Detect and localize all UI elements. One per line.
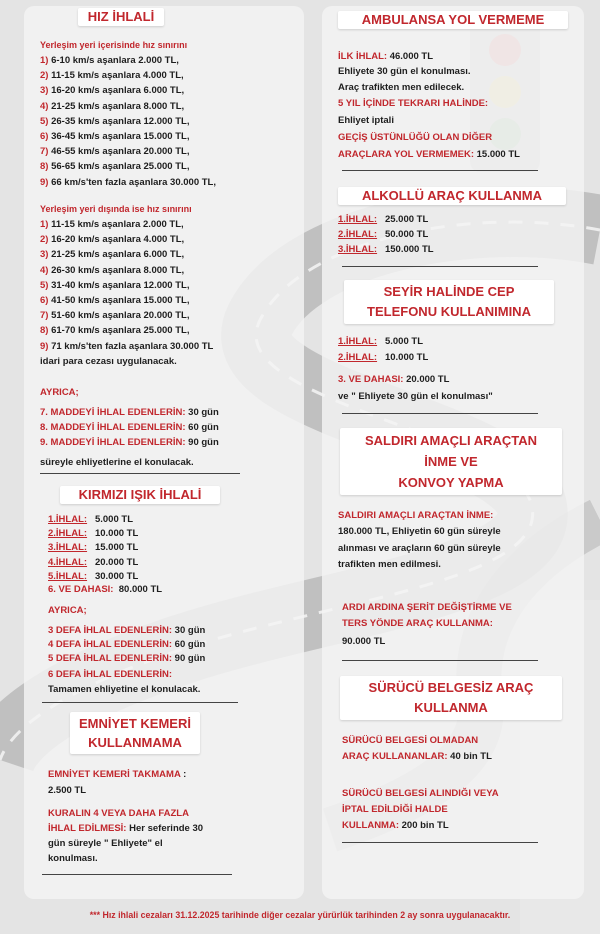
- red-light-item: 5.İHLAL: 30.000 TL: [48, 570, 139, 582]
- alcohol-list: [338, 212, 538, 258]
- out-city-list: [40, 217, 300, 354]
- lane-line-1: ARDI ARDINA ŞERİT DEĞİŞTİRME VE: [342, 602, 512, 613]
- speed-in-city-item: 6) 36-45 km/s aşanlara 15.000 TL,: [40, 131, 190, 143]
- phone-item: 2.İHLAL: 10.000 TL: [338, 352, 429, 363]
- license-title: SÜRÜCÜ BELGESİZ ARAÇ KULLANMA: [340, 676, 562, 720]
- red-light-defa-item: 5 DEFA İHLAL EDENLERİN: 90 gün: [48, 653, 206, 665]
- red-light-item: 1.İHLAL: 5.000 TL: [48, 514, 133, 525]
- assault-line-1: 180.000 TL, Ehliyetin 60 gün süreyle: [338, 526, 501, 537]
- red-light-ayrica: AYRICA;: [48, 605, 87, 616]
- speed-out-city-item: 2) 16-20 km/s aşanlara 4.000 TL,: [40, 234, 185, 246]
- speed-in-city-item: 1) 6-10 km/s aşanlara 2.000 TL,: [40, 55, 179, 66]
- red-light-tail: Tamamen ehliyetine el konulacak.: [48, 684, 201, 695]
- red-light-defa-list: [48, 624, 268, 667]
- phone-title: SEYİR HALİNDE CEP TELEFONU KULLANIMINA: [344, 280, 554, 324]
- red-light-item: 3.İHLAL: 15.000 TL: [48, 542, 139, 554]
- seatbelt-line-3: İHLAL EDİLMESİ: Her seferinde 30: [48, 823, 204, 834]
- ambulance-priority-1: GEÇİŞ ÜSTÜNLÜĞÜ OLAN DİĞER: [338, 132, 493, 143]
- speed-in-city-item: 8) 56-65 km/s aşanlara 25.000 TL,: [40, 161, 190, 173]
- divider: [342, 170, 538, 171]
- in-city-heading: Yerleşim yeri içerisinde hız sınırını: [40, 40, 188, 50]
- license-b3: KULLANMA: 200 bin TL: [342, 820, 449, 831]
- speed-in-city-item: 3) 16-20 km/s aşanlara 6.000 TL,: [40, 85, 185, 97]
- phone-line-3: 3. VE DAHASI: 20.000 TL: [338, 374, 450, 385]
- seatbelt-line-1: EMNİYET KEMERİ TAKMAMA :: [48, 769, 187, 780]
- speed-out-city-item: 1) 11-15 km/s aşanlara 2.000 TL,: [40, 219, 184, 230]
- ambulance-cancel: Ehliyet iptali: [338, 115, 394, 126]
- speed-ayrica-item: 7. MADDEYİ İHLAL EDENLERİN: 30 gün: [40, 407, 219, 418]
- alcohol-title: ALKOLLÜ ARAÇ KULLANMA: [338, 187, 566, 205]
- divider: [342, 660, 538, 661]
- speed-in-city-item: 2) 11-15 km/s aşanlara 4.000 TL,: [40, 70, 184, 82]
- phone-item: 1.İHLAL: 5.000 TL: [338, 336, 423, 347]
- ambulance-priority-2: ARAÇLARA YOL VERMEMEK: 15.000 TL: [338, 149, 520, 160]
- assault-line-2: alınması ve araçların 60 gün süreyle: [338, 543, 501, 554]
- red-light-defa-item: 3 DEFA İHLAL EDENLERİN: 30 gün: [48, 625, 206, 636]
- divider: [42, 874, 232, 875]
- ambulance-first: İLK İHLAL: 46.000 TL: [338, 51, 434, 62]
- speed-in-city-item: 4) 21-25 km/s aşanlara 8.000 TL,: [40, 100, 185, 112]
- red-light-title: KIRMIZI IŞIK İHLALİ: [60, 486, 220, 504]
- assault-line-3: trafikten men edilmesi.: [338, 559, 441, 570]
- speed-out-city-item: 3) 21-25 km/s aşanlara 6.000 TL,: [40, 249, 185, 261]
- speed-in-city-item: 9) 66 km/s'ten fazla aşanlara 30.000 TL,: [40, 176, 216, 188]
- license-b2: İPTAL EDİLDİĞİ HALDE: [342, 804, 448, 815]
- speed-ayrica-item: 9. MADDEYİ İHLAL EDENLERİN: 90 gün: [40, 437, 219, 449]
- red-light-item: 2.İHLAL: 10.000 TL: [48, 528, 139, 540]
- seatbelt-line-2: KURALIN 4 VEYA DAHA FAZLA: [48, 808, 189, 819]
- red-light-defa-item: 4 DEFA İHLAL EDENLERİN: 60 gün: [48, 639, 206, 651]
- speed-out-city-item: 7) 51-60 km/s aşanlara 20.000 TL,: [40, 310, 190, 322]
- divider: [40, 473, 240, 474]
- speed-ayrica-list: [40, 405, 300, 451]
- ambulance-repeat: 5 YIL İÇİNDE TEKRARI HALİNDE:: [338, 98, 489, 109]
- assault-heading: SALDIRI AMAÇLI ARAÇTAN İNME:: [338, 510, 494, 521]
- seatbelt-title: EMNİYET KEMERİ KULLANMAMA: [70, 712, 200, 754]
- phone-line-4: ve " Ehliyete 30 gün el konulması": [338, 391, 493, 402]
- alcohol-item: 3.İHLAL: 150.000 TL: [338, 244, 434, 256]
- seatbelt-line-4: gün süreyle " Ehliyete" el: [48, 838, 163, 849]
- alcohol-item: 1.İHLAL: 25.000 TL: [338, 214, 429, 225]
- lane-value: 90.000 TL: [342, 636, 386, 647]
- license-a2: ARAÇ KULLANANLAR: 40 bin TL: [342, 751, 492, 762]
- lane-line-2: TERS YÖNDE ARAÇ KULLANMA:: [342, 618, 493, 629]
- seatbelt-value: 2.500 TL: [48, 785, 87, 796]
- speed-ayrica-tail: süreyle ehliyetlerine el konulacak.: [40, 457, 194, 468]
- speed-in-city-item: 5) 26-35 km/s aşanlara 12.000 TL,: [40, 115, 190, 127]
- alcohol-item: 2.İHLAL: 50.000 TL: [338, 229, 429, 241]
- speed-out-city-item: 4) 26-30 km/s aşanlara 8.000 TL,: [40, 264, 185, 276]
- assault-title: SALDIRI AMAÇLI ARAÇTAN İNME VE KONVOY YAPMA: [340, 428, 562, 495]
- footer-note: *** Hız ihlali cezaları 31.12.2025 tarihinde diğer cezalar yürürlük tarihinden 2 ay sonra uygulanacaktır.: [89, 910, 511, 920]
- speed-out-city-item: 8) 61-70 km/s aşanlara 25.000 TL,: [40, 325, 190, 337]
- speed-in-city-item: 7) 46-55 km/s aşanlara 20.000 TL,: [40, 146, 190, 158]
- seatbelt-line-5: konulması.: [48, 853, 98, 864]
- ambulance-line-3: Araç trafikten men edilecek.: [338, 82, 465, 93]
- red-light-list: [48, 513, 248, 584]
- phone-list: [338, 334, 538, 366]
- divider: [342, 413, 538, 414]
- ambulance-title: AMBULANSA YOL VERMEME: [338, 11, 568, 29]
- license-b1: SÜRÜCÜ BELGESİ ALINDIĞI VEYA: [342, 788, 499, 799]
- speed-out-city-item: 6) 41-50 km/s aşanlara 15.000 TL,: [40, 295, 190, 307]
- red-light-item-6: 6. VE DAHASI: 80.000 TL: [48, 584, 163, 595]
- divider: [342, 842, 538, 843]
- in-city-list: [40, 53, 300, 190]
- divider: [342, 266, 538, 267]
- speed-violation-title: HIZ İHLALİ: [78, 8, 164, 26]
- red-light-item: 4.İHLAL: 20.000 TL: [48, 556, 139, 568]
- speed-ayrica-item: 8. MADDEYİ İHLAL EDENLERİN: 60 gün: [40, 422, 219, 434]
- ambulance-line-2: Ehliyete 30 gün el konulması.: [338, 66, 471, 77]
- speed-ayrica: AYRICA;: [40, 387, 79, 398]
- red-light-defa-6: 6 DEFA İHLAL EDENLERİN:: [48, 669, 173, 680]
- speed-out-city-item: 9) 71 km/s'ten fazla aşanlara 30.000 TL: [40, 340, 214, 352]
- speed-out-city-item: 5) 31-40 km/s aşanlara 12.000 TL,: [40, 279, 190, 291]
- speed-tail-text: idari para cezası uygulanacak.: [40, 356, 177, 367]
- license-a1: SÜRÜCÜ BELGESİ OLMADAN: [342, 735, 479, 746]
- divider: [42, 702, 238, 703]
- out-city-heading: Yerleşim yeri dışında ise hız sınırını: [40, 204, 192, 214]
